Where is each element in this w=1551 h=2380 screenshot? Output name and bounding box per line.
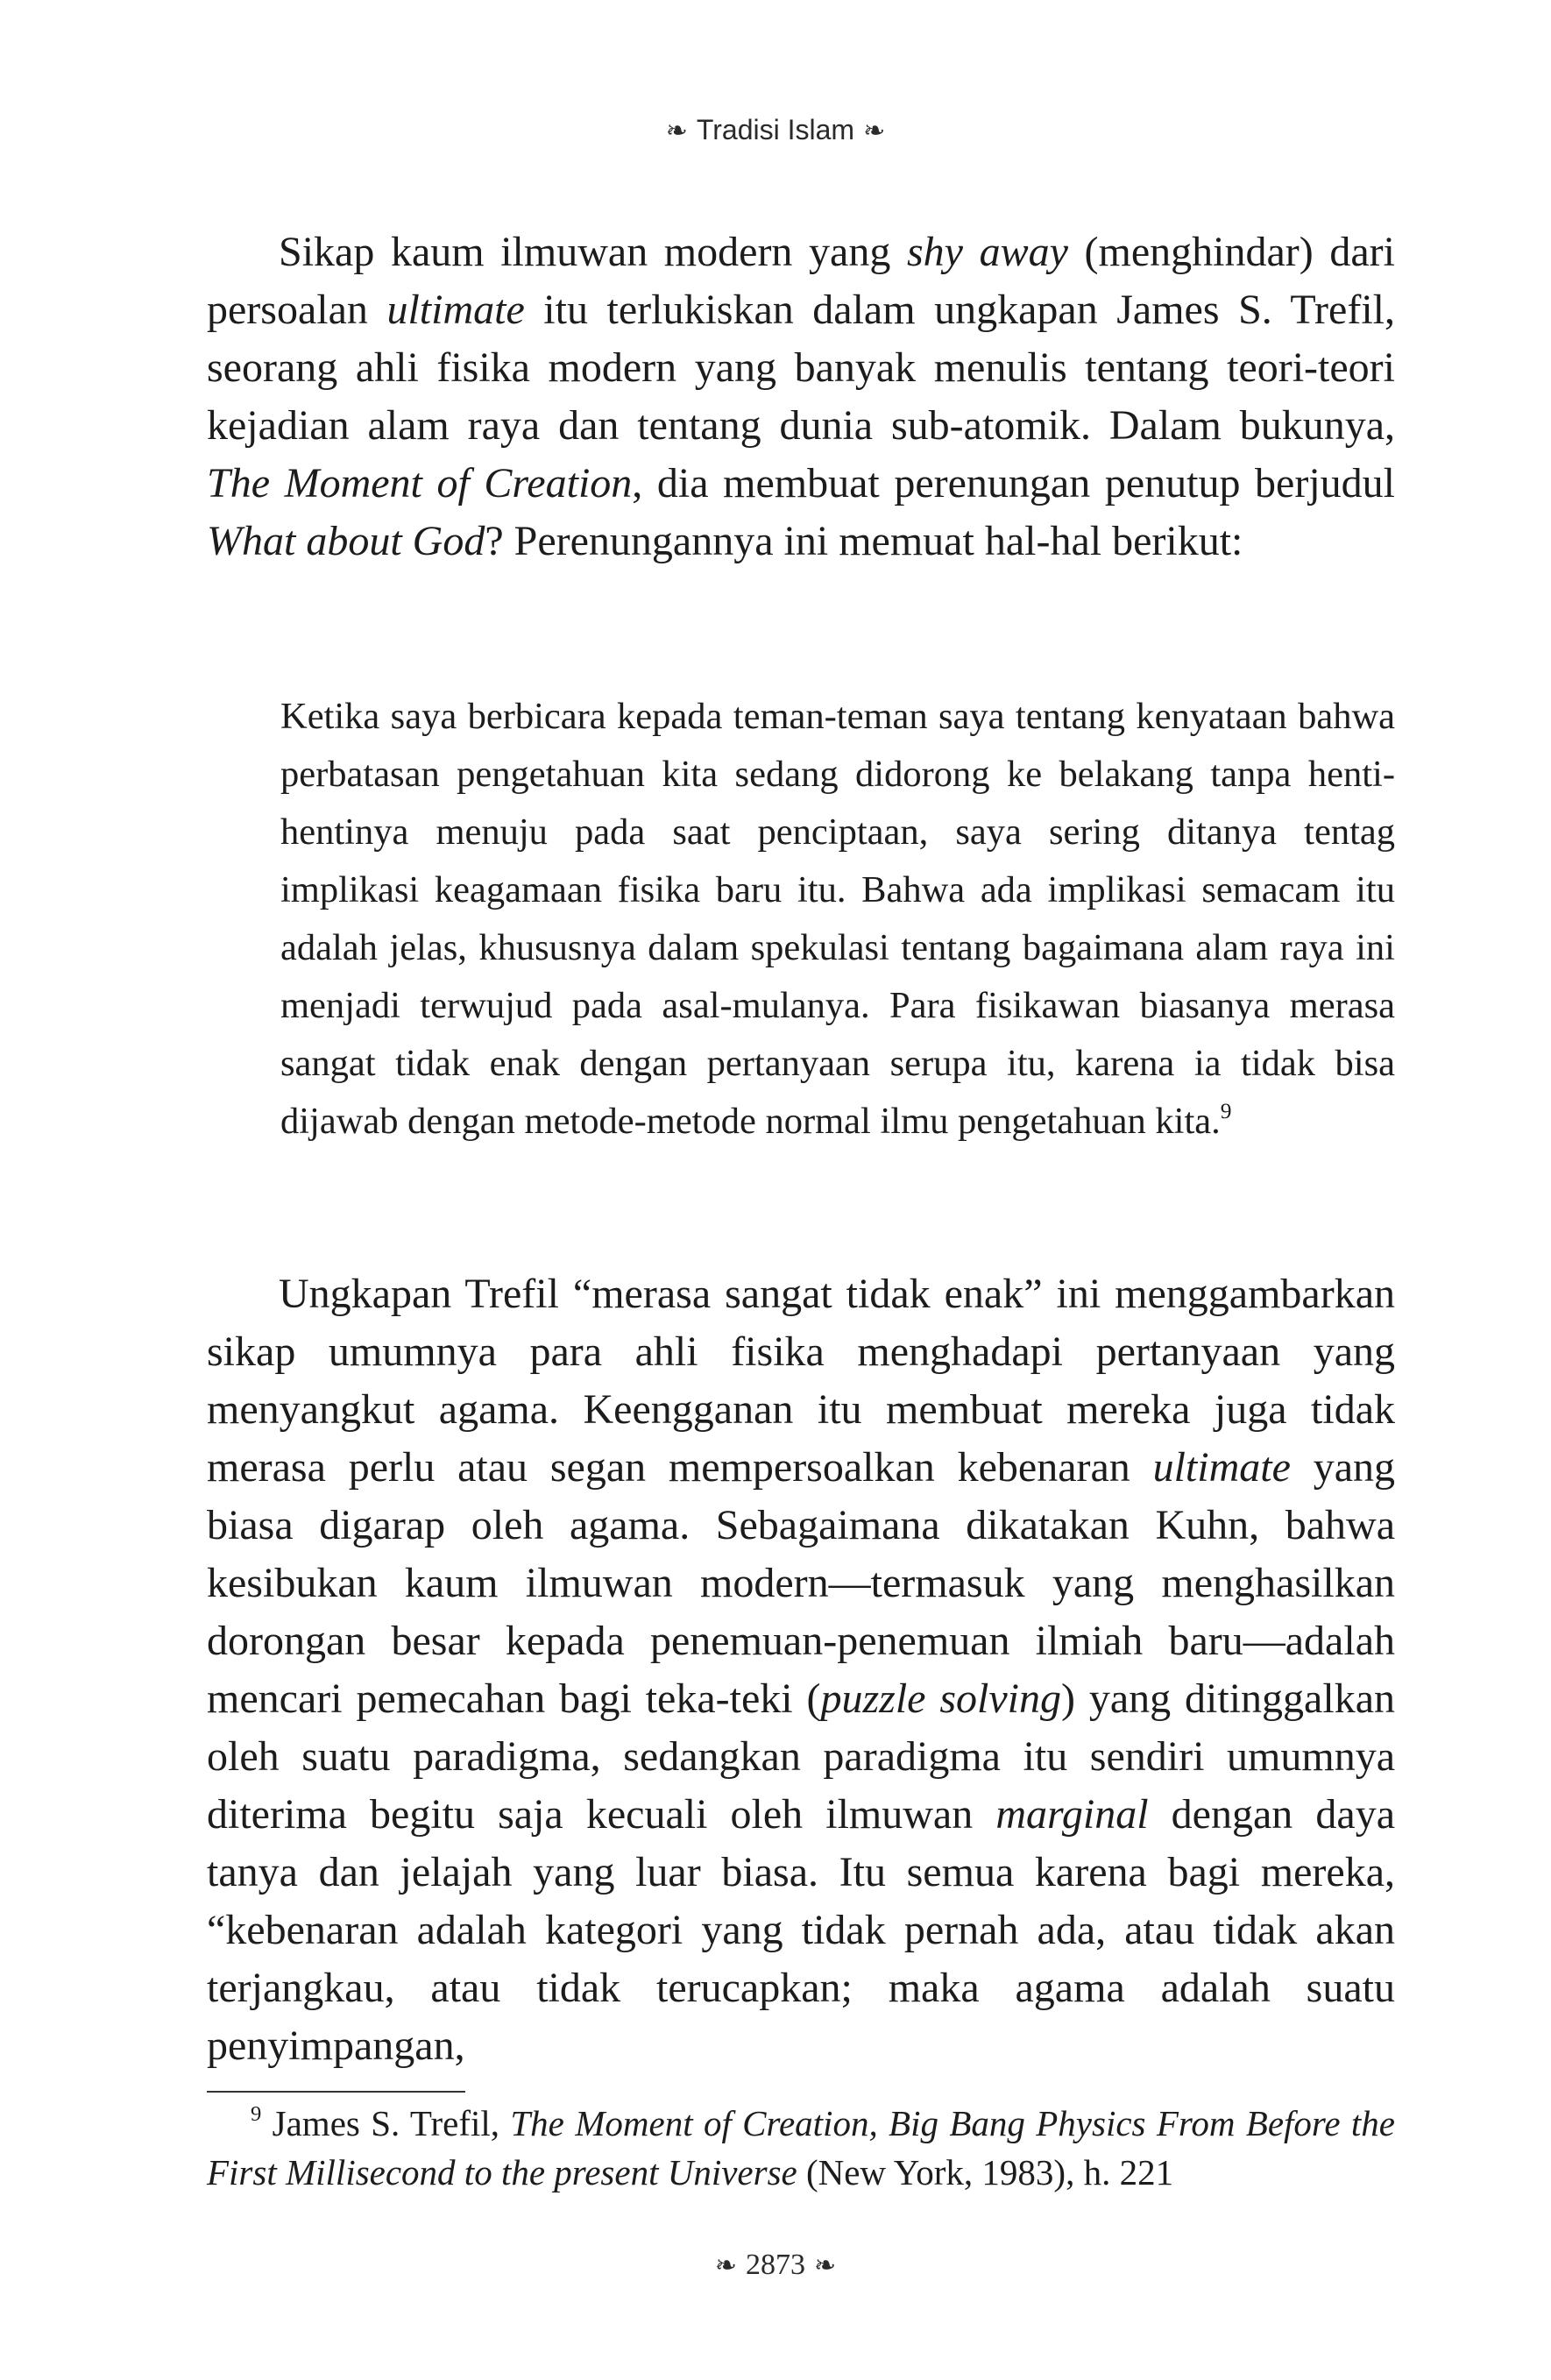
left-ornament-icon: ❧ <box>714 2250 737 2281</box>
p1-italic-2: ultimate <box>386 287 525 333</box>
footnote-divider <box>207 2091 465 2093</box>
paragraph-2 <box>207 1265 1395 2075</box>
p1-italic-4: What about God <box>207 518 485 564</box>
p1-text-2: (menghindar) dari persoalan <box>207 229 1395 333</box>
footnote-reference[interactable]: 9 <box>1220 1097 1232 1123</box>
p2-text-2: yang biasa digarap oleh agama. Sebagaimana dikatakan Kuhn, bahwa kesibukan kaum ilmuwan modern—termasuk yang menghasilkan dorongan besar kepada penemuan-penemuan ilmiah baru—adalah mencari pemecahan bagi teka-teki ( <box>207 1444 1395 1722</box>
p1-text-1: Sikap kaum ilmuwan modern yang <box>279 229 907 275</box>
block-quote <box>280 688 1395 1151</box>
p2-italic-3: marginal <box>995 1791 1149 1838</box>
page-number <box>0 2248 1551 2284</box>
quote-text: Ketika saya berbicara kepada teman-teman saya tentang kenyataan bahwa perbatasan pengetahuan kita sedang didorong ke belakang tanpa henti-hentinya menuju pada saat penciptaan, saya sering ditanya tentag implikasi keagamaan fisika baru itu. Bahwa ada implikasi semacam itu adalah jelas, khususnya dalam spekulasi tentang bagaimana alam raya ini menjadi terwujud pada asal-mulanya. Para fisikawan biasanya merasa sangat tidak enak dengan pertanyaan serupa itu, karena ia tidak bisa dijawab dengan metode-metode normal ilmu pengetahuan kita. <box>280 696 1395 1142</box>
header-title: Tradisi Islam <box>696 114 855 145</box>
left-ornament-icon: ❧ <box>665 116 688 146</box>
page-number-value: 2873 <box>746 2249 805 2281</box>
p1-text-5: ? Perenungannya ini memuat hal-hal berikut: <box>485 518 1243 564</box>
footnote <box>207 2099 1395 2197</box>
right-ornament-icon: ❧ <box>814 2250 837 2281</box>
footnote-italic-title: The Moment of Creation, Big Bang Physics From Before the First Millisecond to the present Universe <box>207 2103 1395 2192</box>
p1-text-3: itu terlukiskan dalam ungkapan James S. Trefil, seorang ahli fisika modern yang banyak menulis tentang teori-teori kejadian alam raya dan tentang dunia sub-atomik. Dalam bukunya, <box>207 287 1395 449</box>
p2-italic-1: ultimate <box>1152 1444 1291 1491</box>
p1-italic-1: shy away <box>906 229 1068 275</box>
p2-text-1: Ungkapan Trefil “merasa sangat tidak enak” ini menggambarkan sikap umumnya para ahli fisika menghadapi pertanyaan yang menyangkut agama. Keengganan itu membuat mereka juga tidak merasa perlu atau segan mempersoalkan kebenaran <box>207 1271 1395 1491</box>
p1-text-4: , dia membuat perenungan penutup berjudul <box>632 460 1396 506</box>
p2-text-3: ) yang ditinggalkan oleh suatu paradigma, sedangkan paradigma itu sendiri umumnya diterima begitu saja kecuali oleh ilmuwan <box>207 1675 1395 1838</box>
footnote-number: 9 <box>251 2102 262 2127</box>
p2-italic-2: puzzle solving <box>820 1675 1061 1722</box>
footnote-text-1: James S. Trefil, <box>261 2103 511 2143</box>
paragraph-1 <box>207 223 1395 570</box>
p2-text-4: dengan daya tanya dan jelajah yang luar biasa. Itu semua karena bagi mereka, “kebenaran adalah kategori yang tidak pernah ada, atau tidak akan terjangkau, atau tidak terucapkan; maka agama adalah suatu penyimpangan, <box>207 1791 1395 2069</box>
footnote-text-2: (New York, 1983), h. 221 <box>797 2152 1174 2192</box>
p1-italic-3: The Moment of Creation <box>207 460 633 506</box>
right-ornament-icon: ❧ <box>863 116 886 146</box>
running-header <box>0 112 1551 149</box>
